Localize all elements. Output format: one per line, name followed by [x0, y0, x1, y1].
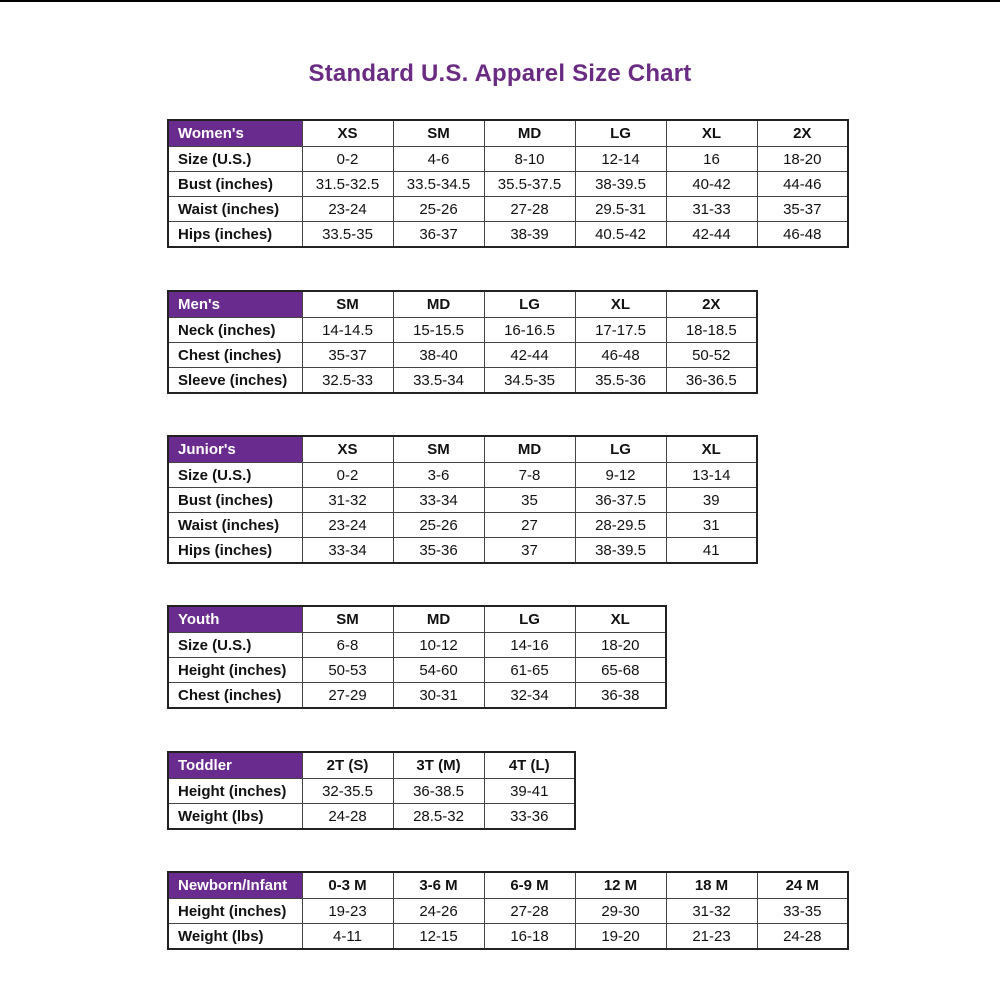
size-header: 2X — [666, 291, 757, 318]
table-row — [168, 343, 757, 368]
size-header: 0-3 M — [302, 872, 393, 899]
size-header: 2T (S) — [302, 752, 393, 779]
table-cell: 12-14 — [575, 147, 666, 172]
table-cell: 46-48 — [757, 222, 848, 248]
top-border-line — [0, 0, 1000, 2]
table-cell: 25-26 — [393, 513, 484, 538]
table-cell: 39-41 — [484, 779, 575, 804]
table-cell: 31 — [666, 513, 757, 538]
table-row — [168, 463, 757, 488]
table-cell: 39 — [666, 488, 757, 513]
row-label: Height (inches) — [168, 899, 302, 924]
size-header: SM — [302, 291, 393, 318]
table-cell: 4-11 — [302, 924, 393, 950]
table-cell: 0-2 — [302, 463, 393, 488]
size-header: XS — [302, 120, 393, 147]
table-cell: 38-40 — [393, 343, 484, 368]
table-cell: 38-39.5 — [575, 538, 666, 564]
table-cell: 35 — [484, 488, 575, 513]
table-cell: 16-18 — [484, 924, 575, 950]
table-cell: 35-37 — [757, 197, 848, 222]
table-cell: 42-44 — [666, 222, 757, 248]
table-row — [168, 538, 757, 564]
size-header: LG — [575, 120, 666, 147]
table-cell: 17-17.5 — [575, 318, 666, 343]
table-cell: 16 — [666, 147, 757, 172]
size-header: SM — [393, 436, 484, 463]
row-label: Weight (lbs) — [168, 924, 302, 950]
table-cell: 21-23 — [666, 924, 757, 950]
table-cell: 36-37.5 — [575, 488, 666, 513]
size-header: 6-9 M — [484, 872, 575, 899]
table-row — [168, 683, 666, 709]
table-cell: 36-38 — [575, 683, 666, 709]
table-row — [168, 197, 848, 222]
table-cell: 32.5-33 — [302, 368, 393, 394]
size-header: SM — [302, 606, 393, 633]
table-category-label: Toddler — [168, 752, 302, 779]
table-cell: 18-20 — [575, 633, 666, 658]
table-cell: 38-39.5 — [575, 172, 666, 197]
table-row — [168, 924, 848, 950]
table-cell: 4-6 — [393, 147, 484, 172]
row-label: Chest (inches) — [168, 683, 302, 709]
table-cell: 14-16 — [484, 633, 575, 658]
row-label: Waist (inches) — [168, 513, 302, 538]
table-row — [168, 513, 757, 538]
table-cell: 40.5-42 — [575, 222, 666, 248]
table-cell: 35-36 — [393, 538, 484, 564]
table-cell: 6-8 — [302, 633, 393, 658]
size-header: LG — [484, 291, 575, 318]
table-row — [168, 318, 757, 343]
table-header-row — [168, 291, 757, 318]
size-header: XL — [666, 436, 757, 463]
table-cell: 31-33 — [666, 197, 757, 222]
table-cell: 46-48 — [575, 343, 666, 368]
size-table-1 — [167, 290, 758, 394]
size-header: XL — [575, 606, 666, 633]
table-cell: 13-14 — [666, 463, 757, 488]
table-cell: 33.5-34 — [393, 368, 484, 394]
table-cell: 18-20 — [757, 147, 848, 172]
table-cell: 28.5-32 — [393, 804, 484, 830]
table-header-row — [168, 606, 666, 633]
table-cell: 65-68 — [575, 658, 666, 683]
size-header: XL — [666, 120, 757, 147]
table-cell: 27-28 — [484, 899, 575, 924]
table-cell: 19-23 — [302, 899, 393, 924]
table-cell: 61-65 — [484, 658, 575, 683]
table-cell: 32-34 — [484, 683, 575, 709]
row-label: Bust (inches) — [168, 172, 302, 197]
row-label: Height (inches) — [168, 779, 302, 804]
size-header: 24 M — [757, 872, 848, 899]
size-header: LG — [484, 606, 575, 633]
table-cell: 38-39 — [484, 222, 575, 248]
size-header: MD — [393, 291, 484, 318]
table-cell: 10-12 — [393, 633, 484, 658]
table-row — [168, 804, 575, 830]
row-label: Size (U.S.) — [168, 463, 302, 488]
size-table-0 — [167, 119, 849, 248]
table-cell: 14-14.5 — [302, 318, 393, 343]
table-cell: 50-52 — [666, 343, 757, 368]
table-cell: 24-28 — [757, 924, 848, 950]
table-header-row — [168, 436, 757, 463]
table-cell: 30-31 — [393, 683, 484, 709]
row-label: Weight (lbs) — [168, 804, 302, 830]
table-cell: 33-34 — [393, 488, 484, 513]
size-header: MD — [484, 120, 575, 147]
table-cell: 41 — [666, 538, 757, 564]
table-cell: 3-6 — [393, 463, 484, 488]
size-header: SM — [393, 120, 484, 147]
table-cell: 35-37 — [302, 343, 393, 368]
table-cell: 12-15 — [393, 924, 484, 950]
table-cell: 0-2 — [302, 147, 393, 172]
size-header: XL — [575, 291, 666, 318]
table-cell: 44-46 — [757, 172, 848, 197]
size-header: 2X — [757, 120, 848, 147]
table-cell: 7-8 — [484, 463, 575, 488]
table-cell: 15-15.5 — [393, 318, 484, 343]
row-label: Hips (inches) — [168, 222, 302, 248]
table-cell: 16-16.5 — [484, 318, 575, 343]
table-cell: 35.5-36 — [575, 368, 666, 394]
page-title: Standard U.S. Apparel Size Chart — [308, 60, 692, 87]
table-header-row — [168, 872, 848, 899]
table-cell: 28-29.5 — [575, 513, 666, 538]
table-cell: 36-38.5 — [393, 779, 484, 804]
table-category-label: Women's — [168, 120, 302, 147]
size-header: 3T (M) — [393, 752, 484, 779]
table-cell: 27-28 — [484, 197, 575, 222]
table-row — [168, 172, 848, 197]
row-label: Waist (inches) — [168, 197, 302, 222]
table-cell: 37 — [484, 538, 575, 564]
table-row — [168, 488, 757, 513]
row-label: Height (inches) — [168, 658, 302, 683]
table-category-label: Junior's — [168, 436, 302, 463]
table-cell: 33.5-34.5 — [393, 172, 484, 197]
table-cell: 24-26 — [393, 899, 484, 924]
row-label: Hips (inches) — [168, 538, 302, 564]
table-cell: 29-30 — [575, 899, 666, 924]
table-row — [168, 368, 757, 394]
table-row — [168, 658, 666, 683]
table-cell: 36-37 — [393, 222, 484, 248]
table-category-label: Newborn/Infant — [168, 872, 302, 899]
size-header: 12 M — [575, 872, 666, 899]
table-cell: 42-44 — [484, 343, 575, 368]
table-row — [168, 147, 848, 172]
size-header: 3-6 M — [393, 872, 484, 899]
size-header: LG — [575, 436, 666, 463]
table-cell: 33-36 — [484, 804, 575, 830]
table-cell: 35.5-37.5 — [484, 172, 575, 197]
table-cell: 36-36.5 — [666, 368, 757, 394]
table-cell: 29.5-31 — [575, 197, 666, 222]
table-header-row — [168, 752, 575, 779]
size-table-3 — [167, 605, 667, 709]
table-category-label: Men's — [168, 291, 302, 318]
size-header: MD — [393, 606, 484, 633]
table-cell: 34.5-35 — [484, 368, 575, 394]
table-cell: 9-12 — [575, 463, 666, 488]
table-cell: 31.5-32.5 — [302, 172, 393, 197]
size-table-5 — [167, 871, 849, 950]
table-cell: 31-32 — [302, 488, 393, 513]
size-header: 18 M — [666, 872, 757, 899]
table-cell: 27-29 — [302, 683, 393, 709]
table-row — [168, 222, 848, 248]
table-cell: 24-28 — [302, 804, 393, 830]
table-cell: 27 — [484, 513, 575, 538]
size-header: MD — [484, 436, 575, 463]
row-label: Size (U.S.) — [168, 633, 302, 658]
table-cell: 19-20 — [575, 924, 666, 950]
row-label: Size (U.S.) — [168, 147, 302, 172]
size-table-4 — [167, 751, 576, 830]
table-cell: 32-35.5 — [302, 779, 393, 804]
table-cell: 33-34 — [302, 538, 393, 564]
row-label: Sleeve (inches) — [168, 368, 302, 394]
size-header: XS — [302, 436, 393, 463]
size-table-2 — [167, 435, 758, 564]
table-row — [168, 633, 666, 658]
table-cell: 23-24 — [302, 513, 393, 538]
table-cell: 33.5-35 — [302, 222, 393, 248]
table-cell: 23-24 — [302, 197, 393, 222]
table-cell: 8-10 — [484, 147, 575, 172]
table-cell: 40-42 — [666, 172, 757, 197]
row-label: Bust (inches) — [168, 488, 302, 513]
row-label: Neck (inches) — [168, 318, 302, 343]
table-cell: 18-18.5 — [666, 318, 757, 343]
table-cell: 31-32 — [666, 899, 757, 924]
table-header-row — [168, 120, 848, 147]
table-category-label: Youth — [168, 606, 302, 633]
table-row — [168, 899, 848, 924]
table-cell: 50-53 — [302, 658, 393, 683]
row-label: Chest (inches) — [168, 343, 302, 368]
table-cell: 54-60 — [393, 658, 484, 683]
size-header: 4T (L) — [484, 752, 575, 779]
table-row — [168, 779, 575, 804]
table-cell: 25-26 — [393, 197, 484, 222]
table-cell: 33-35 — [757, 899, 848, 924]
